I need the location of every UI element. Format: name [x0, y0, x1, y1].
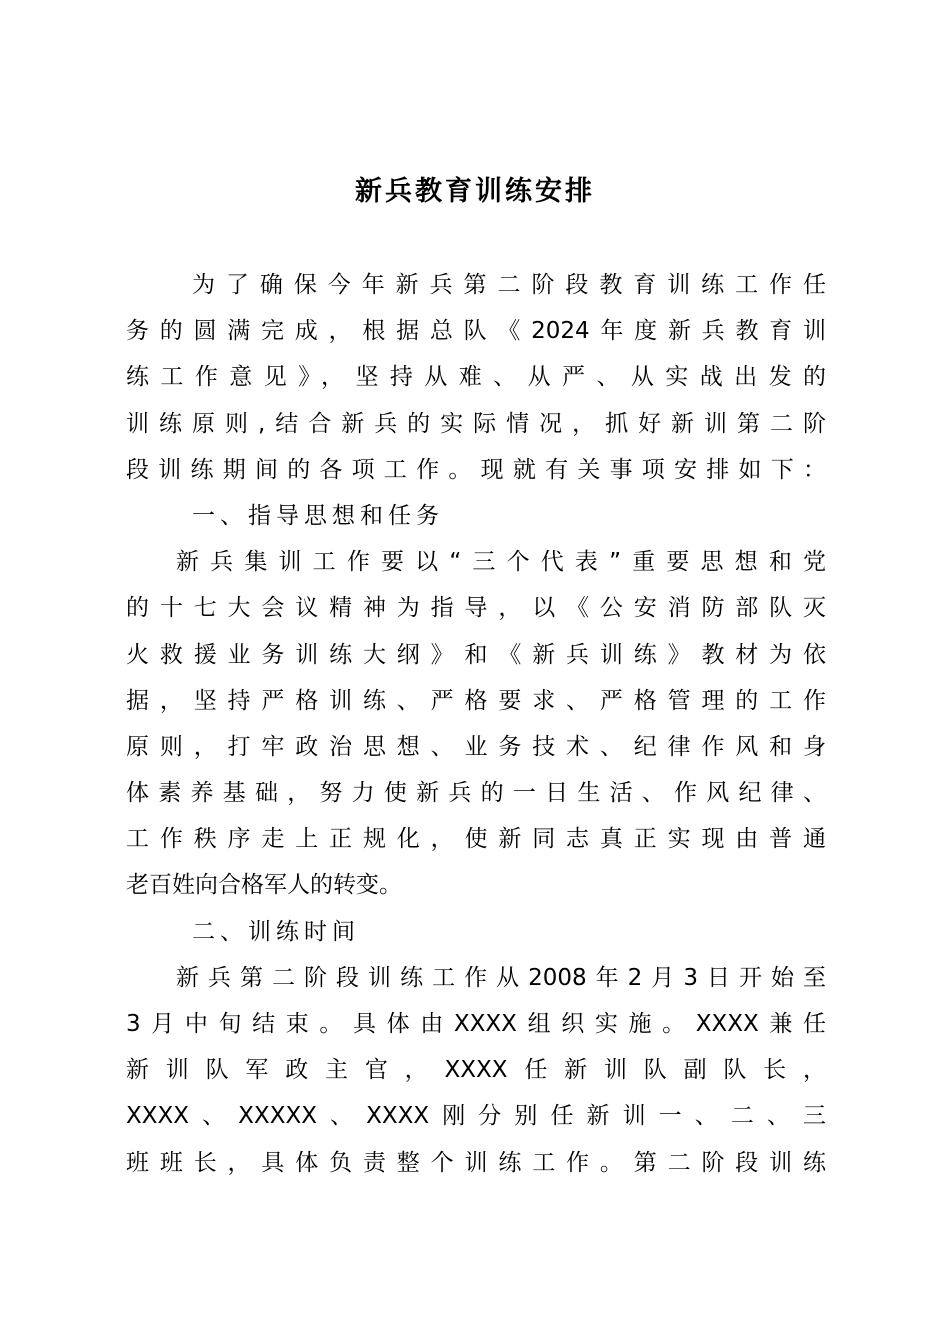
paragraph-line: 原则，打牢政治思想、业务技术、纪律作风和身	[126, 733, 826, 760]
paragraph-line: 新兵第二阶段训练工作从2008年2月3日开始至	[176, 964, 826, 991]
section-heading: 一、指导思想和任务	[192, 502, 444, 529]
paragraph-line: 新兵集训工作要以“三个代表”重要思想和党	[176, 549, 826, 576]
paragraph-line: 练工作意见》，坚持从难、从严、从实战出发的	[126, 364, 826, 391]
paragraph-line: 工作秩序走上正规化，使新同志真正实现由普通	[126, 826, 826, 853]
paragraph-line: 为了确保今年新兵第二阶段教育训练工作任	[192, 272, 826, 298]
paragraph-line: 体素养基础，努力使新兵的一日生活、作风纪律、	[126, 780, 826, 807]
paragraph-line: 火救援业务训练大纲》和《新兵训练》教材为依	[126, 641, 826, 668]
section-heading: 二、训练时间	[192, 918, 360, 945]
paragraph-line: XXXX、XXXXX、XXXX刚分别任新训一、二、三	[126, 1103, 826, 1130]
paragraph-line: 班班长，具体负责整个训练工作。第二阶段训练	[126, 1149, 826, 1176]
paragraph-line: 新训队军政主官，XXXX任新训队副队长，	[126, 1057, 826, 1084]
document-body	[126, 262, 826, 1186]
paragraph-line: 据，坚持严格训练、严格要求、严格管理的工作	[126, 687, 826, 714]
document-title: 新兵教育训练安排	[355, 176, 595, 207]
paragraph-line: 务的圆满完成，根据总队《2024年度新兵教育训	[126, 318, 826, 345]
paragraph-line: 老百姓向合格军人的转变。	[126, 872, 402, 899]
paragraph-line: 3月中旬结束。具体由XXXX组织实施。XXXX兼任	[126, 1011, 826, 1037]
paragraph-line: 训练原则,结合新兵的实际情况，抓好新训第二阶	[126, 410, 826, 437]
paragraph-line: 的十七大会议精神为指导，以《公安消防部队灭	[126, 595, 826, 622]
paragraph-line: 段训练期间的各项工作。现就有关事项安排如下：	[126, 456, 826, 483]
